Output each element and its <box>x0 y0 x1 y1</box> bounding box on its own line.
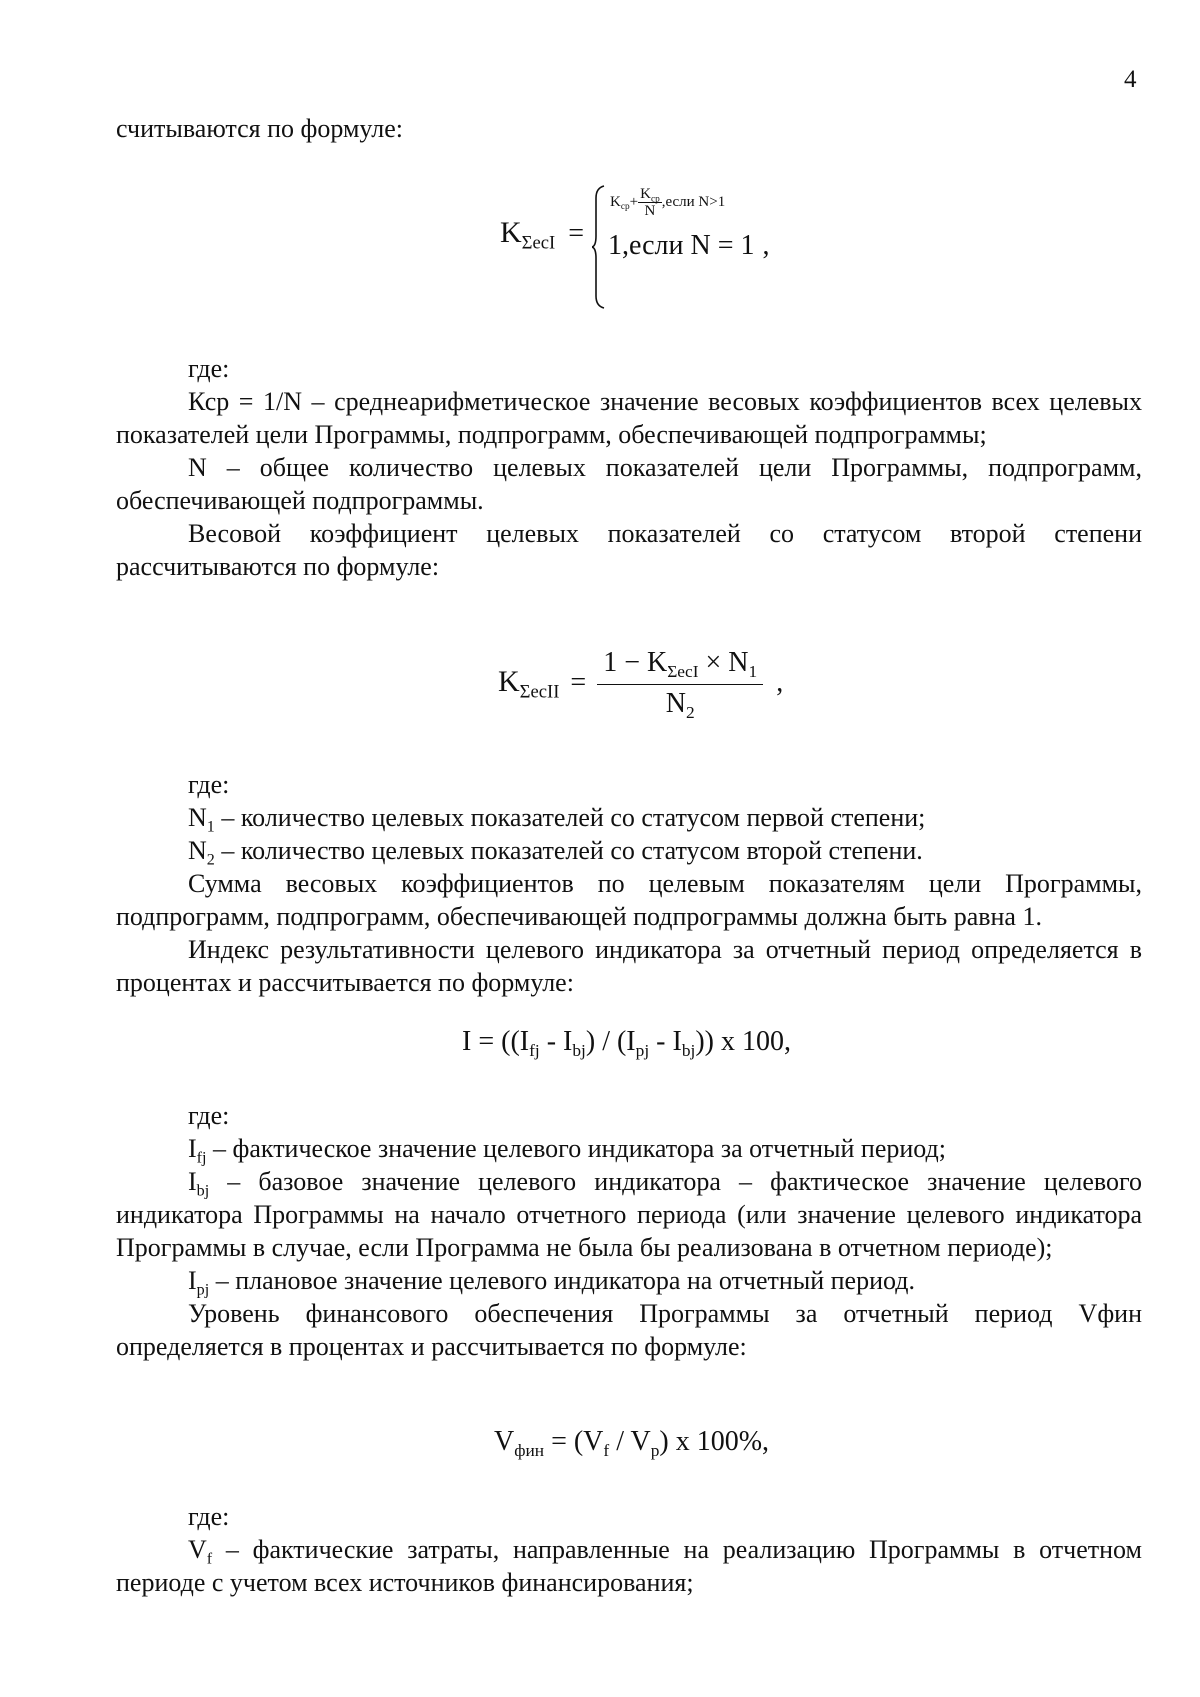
definition-n1: $N_1$ – количество целевых показателей со статусом первой степени; <box>188 803 926 836</box>
formula1-case1-fraction: $\frac{K_{cp}}{N}$ <box>640 186 660 219</box>
paragraph-sum-weights: Сумма весовых коэффициентов по целевым показателям цели Программы, подпрограмм, подпрограмм, обеспечивающей подпрограммы должна быть равна 1. <box>116 869 1142 931</box>
definition-n2: $N_2$ – количество целевых показателей со статусом второй степени. <box>188 836 923 869</box>
paragraph-weight-second-degree: Весовой коэффициент целевых показателей со статусом второй степени рассчитываются по формуле: <box>116 519 1142 581</box>
formula1-eq: = <box>568 218 584 249</box>
formula-weight-first-degree <box>500 216 584 254</box>
definitions-block-4 <box>116 1500 1142 1599</box>
where-label-4: где: <box>188 1502 230 1531</box>
paragraph-financing: Уровень финансового обеспечения Программы за отчетный период Vфин определяется в процентах и рассчитывается по формуле: <box>116 1299 1142 1361</box>
where-label-3: где: <box>188 1101 230 1130</box>
formula2-lhs: $K_{\Sigma ecII}$ <box>498 664 560 703</box>
formula2-eq: = <box>570 666 587 698</box>
formula-index: $I = ((I_{fj} - I_{bj}) / (I_{pj} - I_{bj}))$ x 100, <box>462 1026 791 1061</box>
where-label-2: где: <box>188 770 230 799</box>
formula-financing: $V_{фин} = (V_f / V_p)$ x 100%, <box>494 1426 770 1461</box>
formula2-fraction <box>597 646 763 723</box>
definitions-block-1 <box>116 352 1142 583</box>
definition-vf: $V_f$ – фактические затраты, направленные на реализацию Программы в отчетном периоде с учетом всех источников финансирования; <box>116 1535 1142 1597</box>
definition-ipj: $I_{pj}$ – плановое значение целевого индикатора на отчетный период. <box>188 1266 915 1299</box>
formula-weight-second-degree: $K_{\Sigma ecII}$ = $\frac{1 - K_{\Sigma ecI} \times N_1}{N_2}$ , <box>498 647 784 723</box>
where-label-1: где: <box>188 354 230 383</box>
definitions-block-2 <box>116 768 1142 999</box>
formula2-denominator: $N_2$ <box>665 688 695 723</box>
formula1-case1: $K_{cp}+$ $\frac{K_{cp}}{N}$ ,если N>1 <box>610 186 726 219</box>
formula1-lhs: $K_{\Sigma ecI}$ <box>500 216 556 254</box>
definition-ibj: $I_{bj}$ – базовое значение целевого индикатора – фактическое значение целевого индикатора Программы на начало отчетного периода (или значение целевого индикатора Программы в случае, если Программа не была бы реализована в отчетном периоде); <box>116 1167 1142 1262</box>
definitions-block-3 <box>116 1099 1142 1363</box>
definition-kcp: Кср = 1/N – среднеарифметическое значение весовых коэффициентов всех целевых показателей цели Программы, подпрограмм, обеспечивающей подпрограммы; <box>116 387 1142 449</box>
formula1-case2: 1,если N = 1 , <box>608 230 770 261</box>
paragraph-index: Индекс результативности целевого индикатора за отчетный период определяется в процентах и рассчитывается по формуле: <box>116 935 1142 997</box>
definition-n: N – общее количество целевых показателей цели Программы, подпрограмм, обеспечивающей подпрограммы. <box>116 453 1142 515</box>
definition-ifj: $I_{fj}$ – фактическое значение целевого индикатора за отчетный период; <box>188 1134 947 1167</box>
intro-line: считываются по формуле: <box>116 114 403 143</box>
page-number: 4 <box>1124 66 1137 93</box>
formula2-numerator: $1 - K_{\Sigma ecI} \times N_1$ <box>597 646 763 685</box>
intro-text <box>116 112 1142 145</box>
formula1-brace <box>592 184 600 310</box>
brace-icon <box>592 184 606 310</box>
